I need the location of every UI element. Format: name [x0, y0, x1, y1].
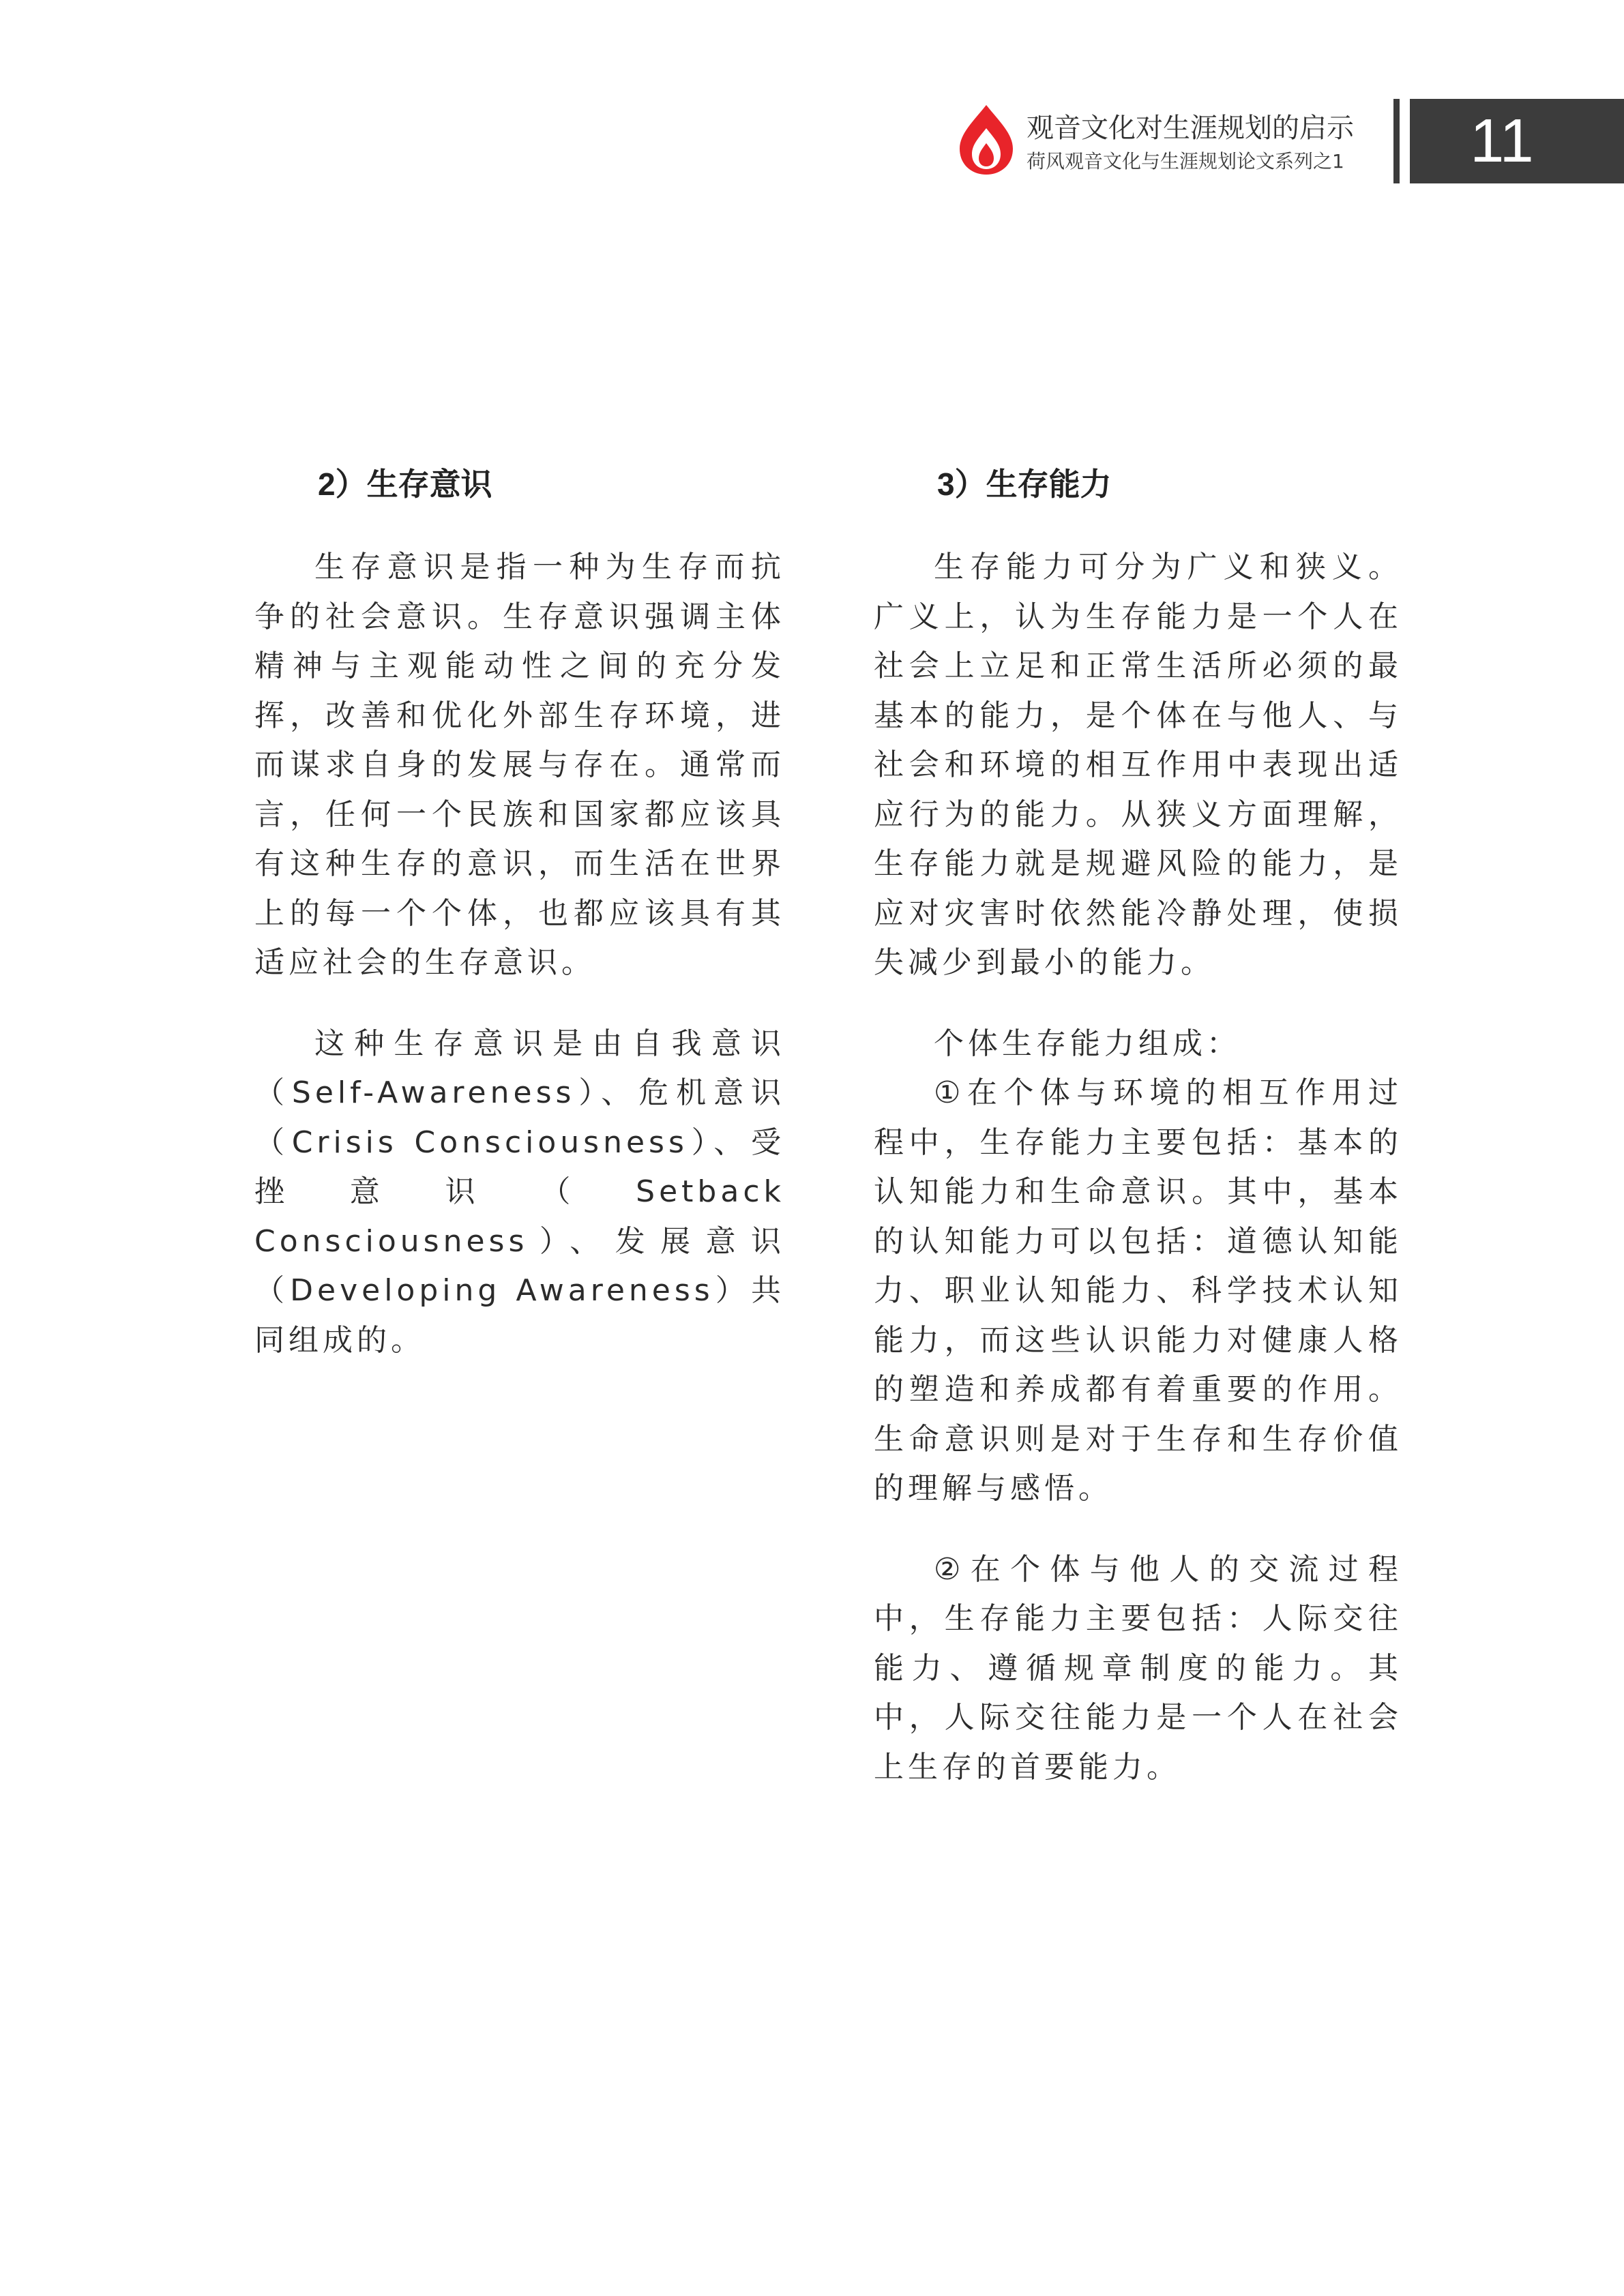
paragraph: ①在个体与环境的相互作用过程中，生存能力主要包括：基本的认知能力和生命意识。其中，基本的认知能力可以包括：道德认知能力、职业认知能力、科学技术认知能力，而这些认识能力对健康人格的塑造和养成都有着重要的作用。生命意识则是对于生存和生存价值的理解与感悟。 — [874, 1075, 1402, 1506]
section-title: 生存意识 — [366, 466, 492, 503]
section-heading-survival-ability — [937, 464, 1402, 505]
section-number: 3 — [937, 466, 955, 502]
paragraph: 生存意识是指一种为生存而抗争的社会意识。生存意识强调主体精神与主观能动性之间的充分发挥，改善和优化外部生存环境，进而谋求自身的发展与存在。通常而言，任何一个民族和国家都应该具有这种生存的意识，而生活在世界上的每一个个体，也都应该具有其适应社会的生存意识。 — [254, 550, 785, 980]
section-paren: ） — [335, 466, 367, 503]
paragraph: 这种生存意识是由自我意识（Self-Awareness）、危机意识（Crisis Consciousness）、受挫意识（Setback Consciousness）、发展意识（Developing Awareness）共同组成的。 — [254, 1026, 785, 1358]
section-paren: ） — [954, 466, 986, 503]
header-divider-bar — [1393, 99, 1400, 183]
left-column — [254, 464, 785, 1365]
right-column — [874, 464, 1402, 1792]
section-heading-survival-awareness — [318, 464, 785, 505]
section-number: 2 — [318, 466, 336, 502]
header-subtitle: 荷风观音文化与生涯规划论文系列之1 — [1027, 150, 1344, 173]
section-title: 生存能力 — [986, 466, 1112, 503]
paragraph-subheading: 个体生存能力组成： — [934, 1026, 1241, 1061]
paragraph: 生存能力可分为广义和狭义。广义上，认为生存能力是一个人在社会上立足和正常生活所必须的最基本的能力，是个体在与他人、与社会和环境的相互作用中表现出适应行为的能力。从狭义方面理解，生存能力就是规避风险的能力，是应对灾害时依然能冷静处理，使损失减少到最小的能力。 — [874, 550, 1402, 980]
page-number-box — [1410, 99, 1624, 183]
paragraph: ②在个体与他人的交流过程中，生存能力主要包括：人际交往能力、遵循规章制度的能力。其中，人际交往能力是一个人在社会上生存的首要能力。 — [874, 1551, 1402, 1785]
page-number: 11 — [1470, 107, 1534, 175]
lotus-flame-logo-icon — [958, 104, 1014, 176]
header-title: 观音文化对生涯规划的启示 — [1027, 113, 1354, 144]
